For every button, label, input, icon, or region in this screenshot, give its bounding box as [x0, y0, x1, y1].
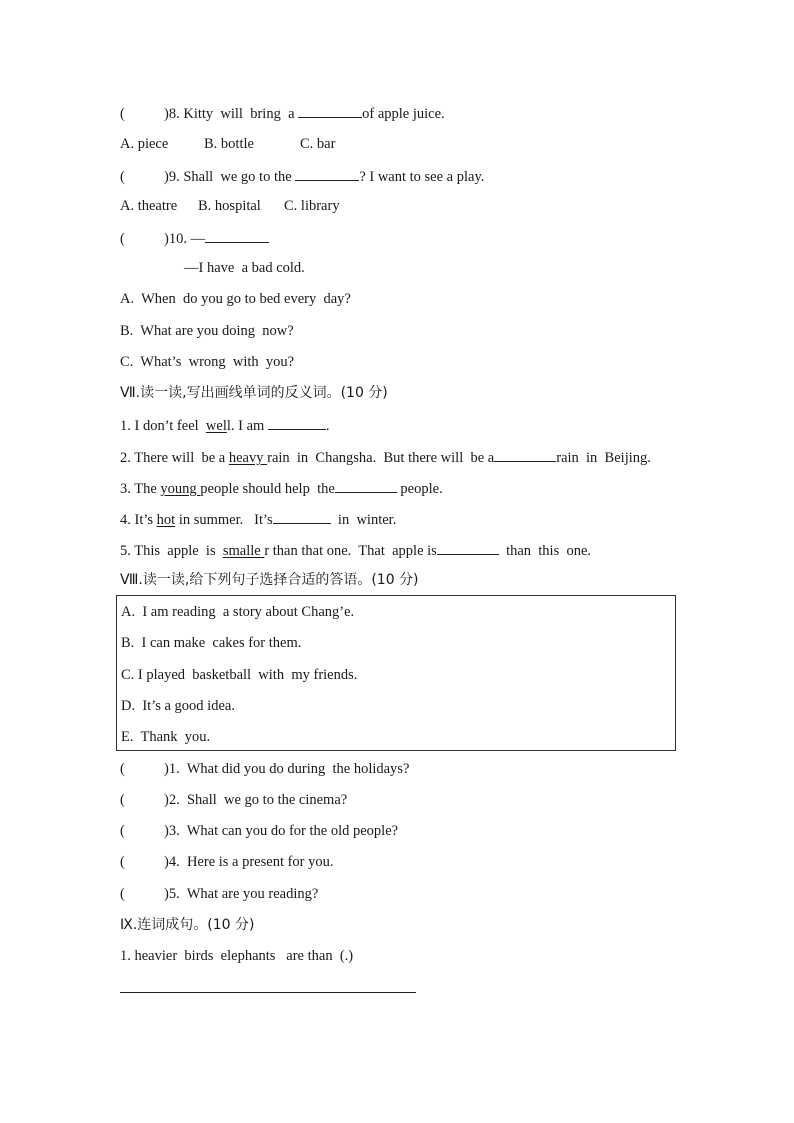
- q10-option-a: A. When do you go to bed every day?: [120, 291, 351, 307]
- answer-blank[interactable]: [273, 509, 331, 524]
- s7-item-4: 4. It’s hot in summer. It’s in winter.: [120, 509, 396, 529]
- s8-question-5: ( )5. What are you reading?: [120, 886, 319, 902]
- s8-question-4: ( )4. Here is a present for you.: [120, 854, 334, 870]
- question-9: ( )9. Shall we go to the ? I want to see a play.: [120, 166, 484, 186]
- q10-reply: —I have a bad cold.: [184, 260, 305, 276]
- choice-a: A. I am reading a story about Chang’e.: [121, 604, 355, 620]
- section-9-heading: Ⅸ.连词成句。(10 分): [120, 917, 255, 933]
- q10-option-c: C. What’s wrong with you?: [120, 354, 295, 370]
- s7-item-3: 3. The young people should help the people.: [120, 478, 443, 498]
- s7-item-5: 5. This apple is smalle r than that one. That apple is than this one.: [120, 540, 591, 560]
- q10-option-b: B. What are you doing now?: [120, 323, 294, 339]
- answer-line[interactable]: [120, 992, 416, 993]
- answer-blank[interactable]: [295, 166, 359, 181]
- s9-item-1: 1. heavier birds elephants are than (.): [120, 948, 354, 964]
- answer-choices-box: [116, 595, 676, 751]
- s7-item-1: 1. I don’t feel well. I am .: [120, 415, 330, 435]
- section-7-heading: Ⅶ.读一读,写出画线单词的反义词。(10 分): [120, 385, 388, 401]
- answer-blank[interactable]: [494, 447, 556, 462]
- s8-question-1: ( )1. What did you do during the holidays?: [120, 761, 410, 777]
- section-8-heading: Ⅷ.读一读,给下列句子选择合适的答语。(10 分): [120, 572, 419, 588]
- s8-question-3: ( )3. What can you do for the old people?: [120, 823, 399, 839]
- choice-e: E. Thank you.: [121, 729, 211, 745]
- answer-blank[interactable]: [335, 478, 397, 493]
- s7-item-2: 2. There will be a heavy rain in Changsha. But there will be a rain in Beijing.: [120, 447, 651, 467]
- choice-c: C. I played basketball with my friends.: [121, 667, 358, 683]
- question-10: ( )10. —: [120, 228, 269, 248]
- answer-blank[interactable]: [437, 540, 499, 555]
- q8-options: A. piece B. bottle C. bar: [120, 136, 336, 152]
- question-8: ( )8. Kitty will bring a of apple juice.: [120, 103, 445, 123]
- answer-blank[interactable]: [205, 228, 269, 243]
- answer-blank[interactable]: [268, 415, 326, 430]
- choice-d: D. It’s a good idea.: [121, 698, 235, 714]
- q9-options: A. theatre B. hospital C. library: [120, 198, 340, 214]
- answer-blank[interactable]: [298, 103, 362, 118]
- s8-question-2: ( )2. Shall we go to the cinema?: [120, 792, 348, 808]
- choice-b: B. I can make cakes for them.: [121, 635, 302, 651]
